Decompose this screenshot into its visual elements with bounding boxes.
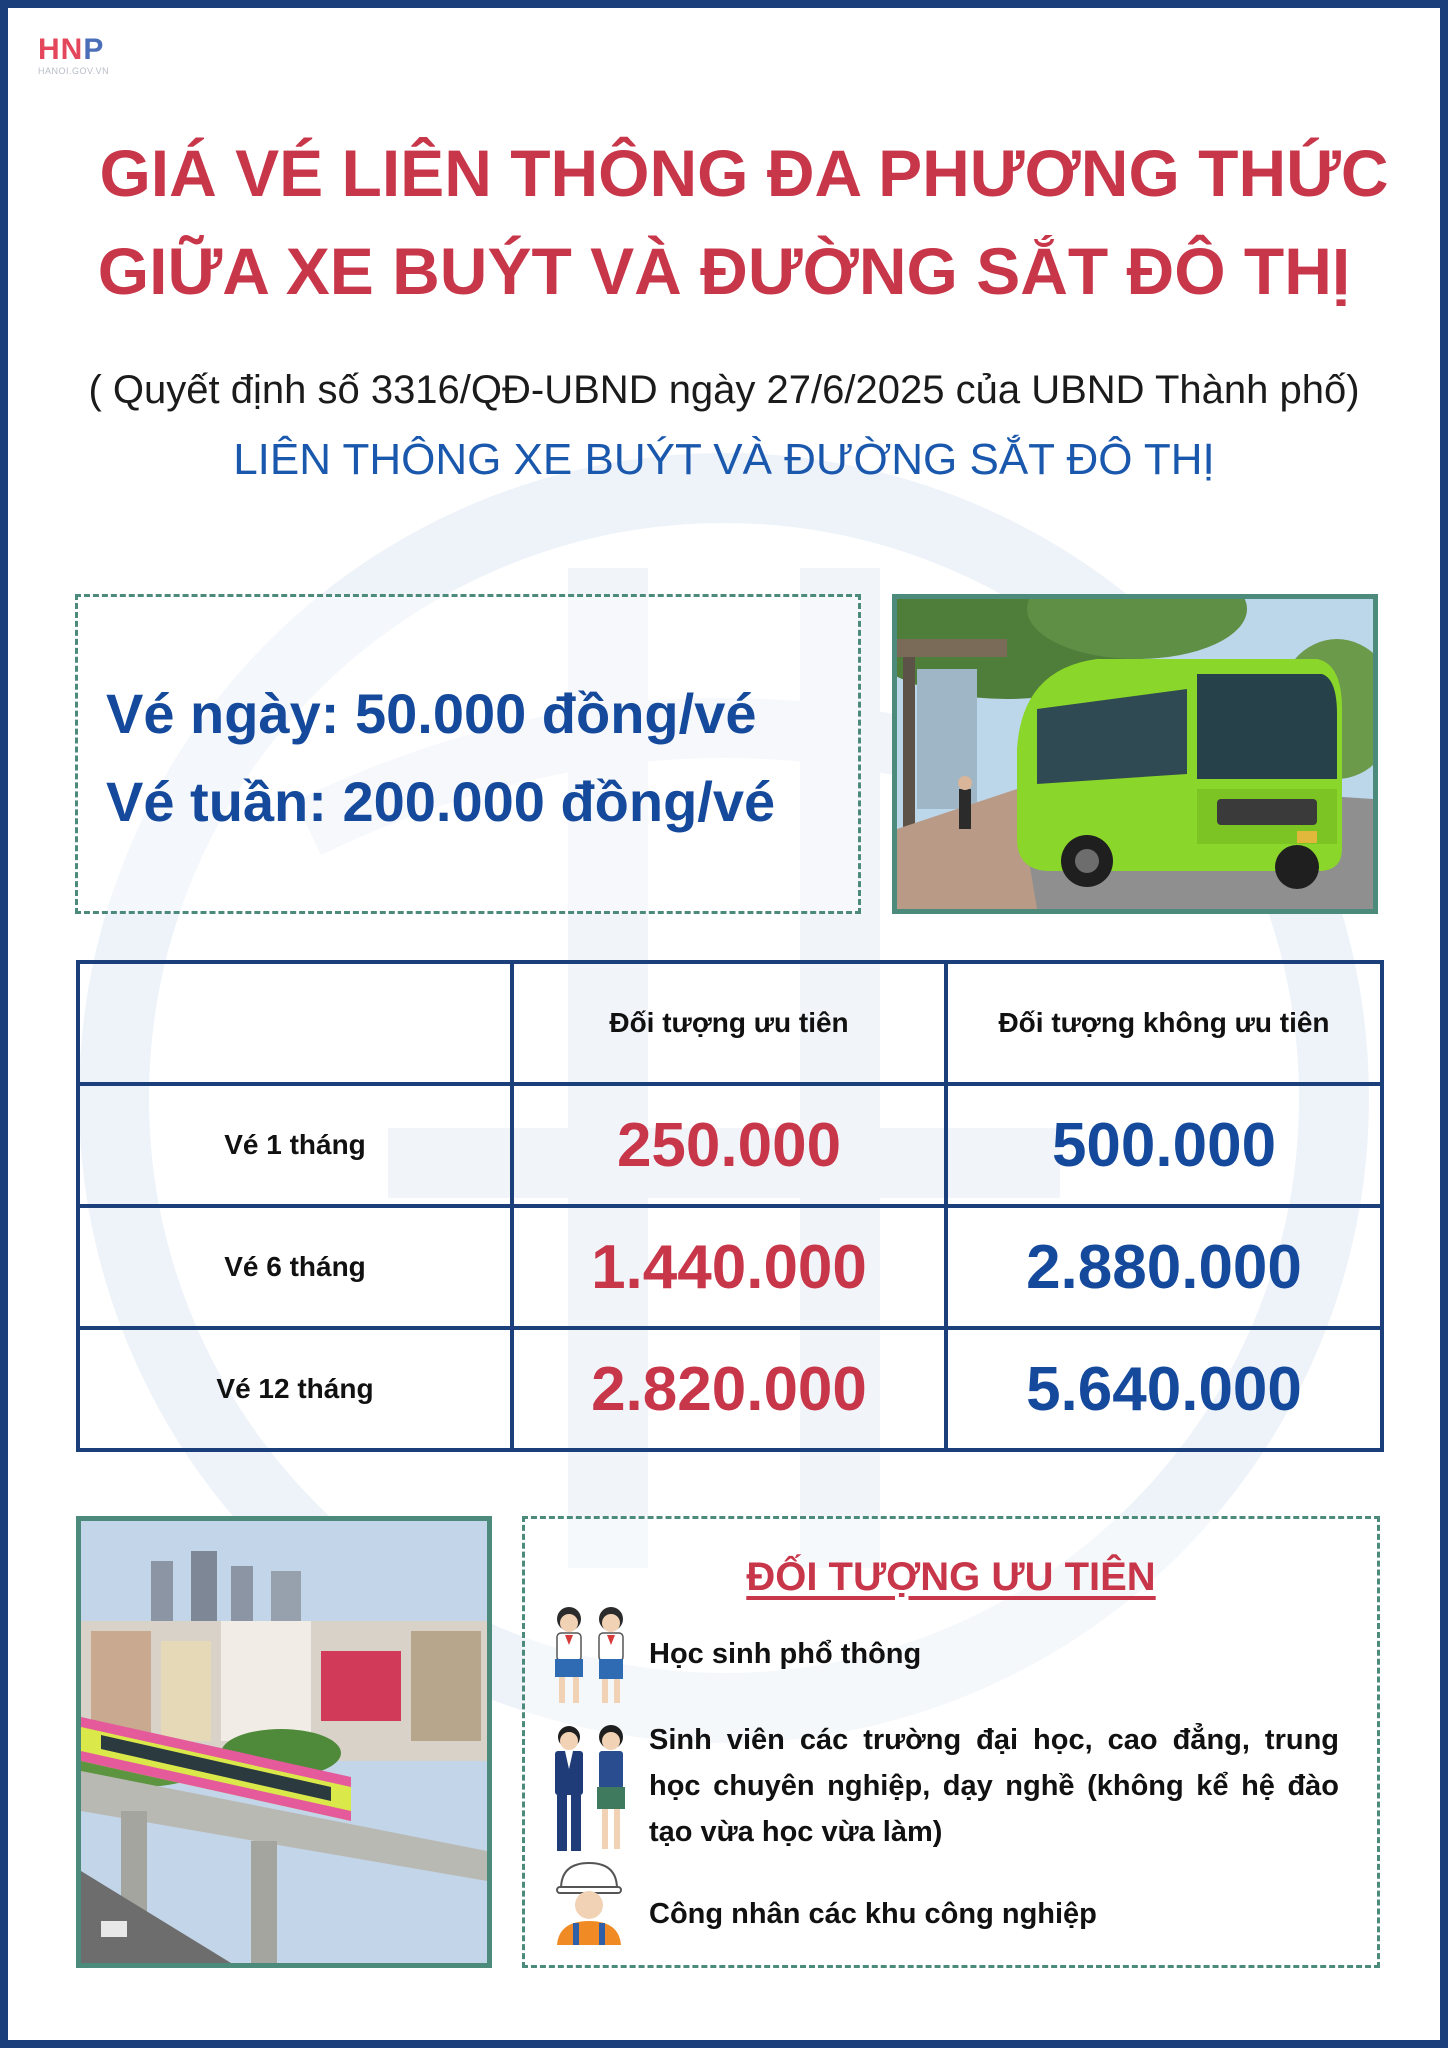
table-header-row (78, 962, 1382, 1084)
priority-groups-box (522, 1516, 1380, 1968)
priority-groups-title: ĐỐI TƯỢNG ƯU TIÊN (746, 1555, 1156, 1599)
main-title (8, 124, 1440, 320)
priority-item-workers: Công nhân các khu công nghiệp (649, 1898, 1097, 1930)
row-label: Vé 12 tháng (78, 1328, 512, 1450)
header-priority: Đối tượng ưu tiên (512, 962, 946, 1084)
week-ticket-price: Vé tuần: 200.000 đồng/vé (106, 770, 776, 833)
priority-price: 2.820.000 (512, 1328, 946, 1450)
priority-price: 1.440.000 (512, 1206, 946, 1328)
day-ticket-price: Vé ngày: 50.000 đồng/vé (106, 682, 757, 745)
header-non-priority: Đối tượng không ưu tiên (946, 962, 1382, 1084)
priority-price: 250.000 (512, 1084, 946, 1206)
standard-price: 2.880.000 (946, 1206, 1382, 1328)
row-label: Vé 1 tháng (78, 1084, 512, 1206)
table-row (78, 1328, 1382, 1450)
electric-bus-photo (892, 594, 1378, 914)
row-label: Vé 6 tháng (78, 1206, 512, 1328)
university-students-icon (543, 1723, 639, 1859)
table-row (78, 1206, 1382, 1328)
title-line-1: GIÁ VÉ LIÊN THÔNG ĐA PHƯƠNG THỨC (99, 136, 1389, 210)
decision-reference: ( Quyết định số 3316/QĐ-UBND ngày 27/6/2025 của UBND Thành phố) (88, 368, 1360, 412)
header-empty (78, 962, 512, 1084)
title-line-2: GIỮA XE BUÝT VÀ ĐƯỜNG SẮT ĐÔ THỊ (97, 234, 1351, 308)
standard-price: 500.000 (946, 1084, 1382, 1206)
priority-item-university: Sinh viên các trường đại học, cao đẳng, trung học chuyên nghiệp, dạy nghề (không kể hệ đào tạo vừa học vừa làm) (649, 1724, 1339, 1848)
subtitle: LIÊN THÔNG XE BUÝT VÀ ĐƯỜNG SẮT ĐÔ THỊ (233, 435, 1215, 484)
worker-icon (551, 1859, 627, 1945)
priority-item-students: Học sinh phổ thông (649, 1638, 922, 1670)
standard-price: 5.640.000 (946, 1328, 1382, 1450)
students-icon (543, 1601, 639, 1711)
daily-weekly-ticket-box (75, 594, 861, 914)
fare-table (76, 960, 1384, 1452)
logo-subtext: HANOI.GOV.VN (38, 66, 110, 76)
hnp-logo: HNP HANOI.GOV.VN (38, 34, 158, 77)
table-row (78, 1084, 1382, 1206)
metro-train-photo (76, 1516, 492, 1968)
